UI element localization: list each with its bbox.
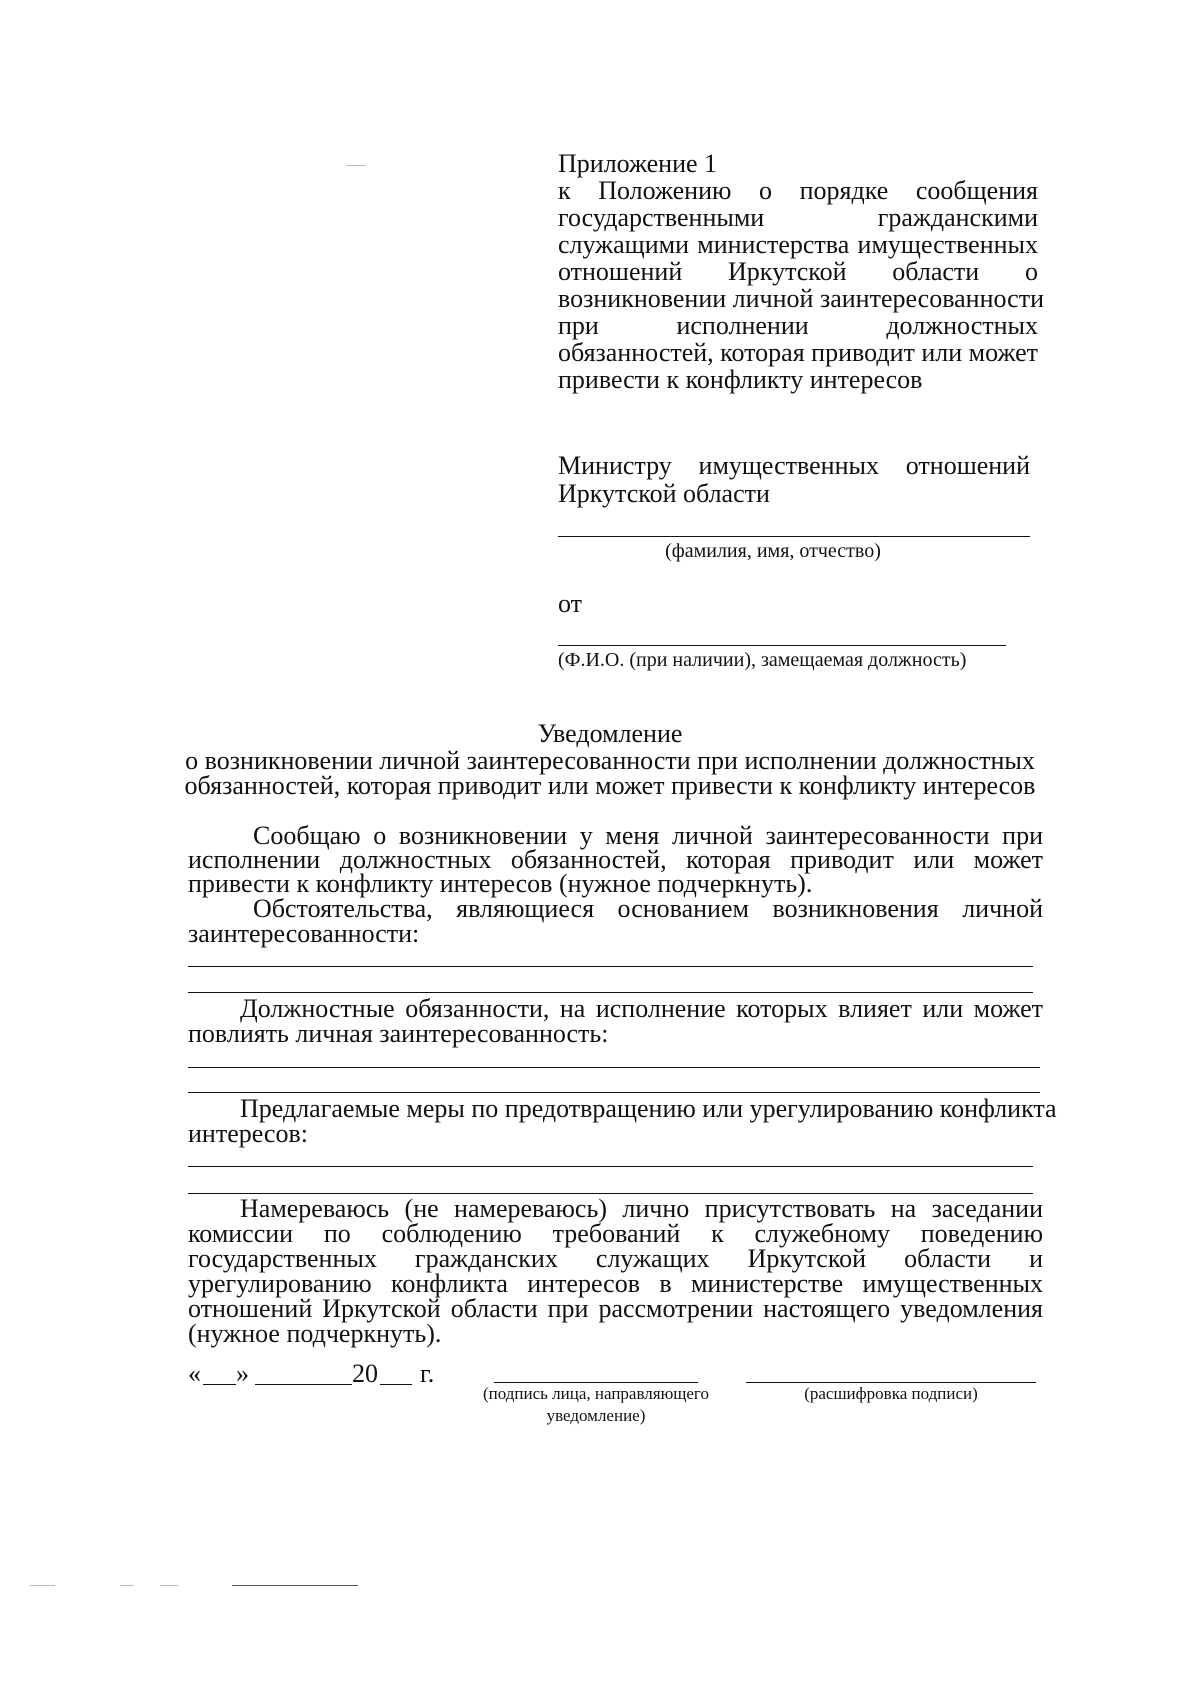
date-quote-open: « [188,1359,201,1388]
appendix-line: обязанностей, которая приводит или может [558,338,1038,367]
appendix-block [558,176,1044,394]
date-quote-close: » [236,1359,249,1388]
body-p2-line: Обстоятельства, являющиеся основанием возникновения личной [253,894,1043,923]
body-p5-line: комиссии по соблюдению требований к служебному поведению [188,1219,1043,1248]
blank-line [188,1166,1033,1167]
body-p5-line: Намереваюсь (не намереваюсь) лично присутствовать на заседании [240,1194,1043,1223]
body-p3-last: повлиять личная заинтересованность: [188,1019,609,1048]
body-p5-line: государственных гражданских служащих Иркутской области и [188,1244,1043,1273]
blank-line [188,1067,1040,1068]
appendix-line: отношений Иркутской области о [558,257,1038,286]
notice-subtitle-1: о возникновении личной заинтересованности при исполнении должностных [185,746,1035,775]
body-p4-line: Предлагаемые меры по предотвращению или урегулированию конфликта [240,1094,1057,1123]
scan-artifact [120,1585,134,1586]
blank-line [188,1092,1040,1093]
blank-line [188,966,1033,967]
scan-artifact [30,1585,55,1586]
from-caption: (Ф.И.О. (при наличии), замещаемая должность) [558,649,967,671]
body-p5-last: (нужное подчеркнуть). [188,1319,442,1348]
scan-artifact [346,165,366,166]
decode-caption: (расшифровка подписи) [804,1384,978,1403]
signature-caption-1: (подпись лица, направляющего [483,1384,709,1403]
body-p4-last: интересов: [188,1119,308,1148]
body-p1-line: исполнении должностных обязанностей, которая приводит или может [188,845,1043,874]
notice-title: Уведомление [537,719,683,748]
body-p1-last: привести к конфликту интересов (нужное подчеркнуть). [188,869,813,898]
appendix-last-line: привести к конфликту интересов [558,365,923,394]
blank-line [188,992,1033,993]
appendix-title: Приложение 1 [558,149,718,178]
body-p2-last: заинтересованности: [188,919,420,948]
appendix-line: служащими министерства имущественных [558,230,1038,259]
appendix-line: государственными гражданскими [558,203,1038,232]
scan-artifact [232,1585,358,1586]
date-year-line [380,1384,412,1385]
from-label: от [558,589,583,618]
appendix-line: при исполнении должностных [558,311,1038,340]
body-p5-line: урегулированию конфликта интересов в министерстве имущественных [188,1269,1043,1298]
notice-subtitle-2: обязанностей, которая приводит или может привести к конфликту интересов [184,771,1036,800]
date-day-line [203,1384,236,1385]
body-p3-line: Должностные обязанности, на исполнение которых влияет или может [240,994,1043,1023]
addressee-name-caption: (фамилия, имя, отчество) [665,540,881,562]
appendix-line: к Положению о порядке сообщения [558,176,1038,205]
body-p1-line: Сообщаю о возникновении у меня личной заинтересованности при [253,821,1043,850]
date-year-prefix: 20 [352,1359,378,1388]
addressee-line-1: Министру имущественных отношений [558,451,1030,480]
date-month-line [255,1384,352,1385]
appendix-line: возникновении личной заинтересованности [558,284,1044,313]
addressee-name-line [558,536,1030,537]
from-line [558,645,1006,646]
signature-caption-2: уведомление) [546,1406,646,1425]
body-p5-line: отношений Иркутской области при рассмотрении настоящего уведомления [188,1294,1043,1323]
date-year-suffix: г. [420,1359,435,1388]
addressee-line-2: Иркутской области [558,479,770,508]
scan-artifact [160,1585,178,1586]
